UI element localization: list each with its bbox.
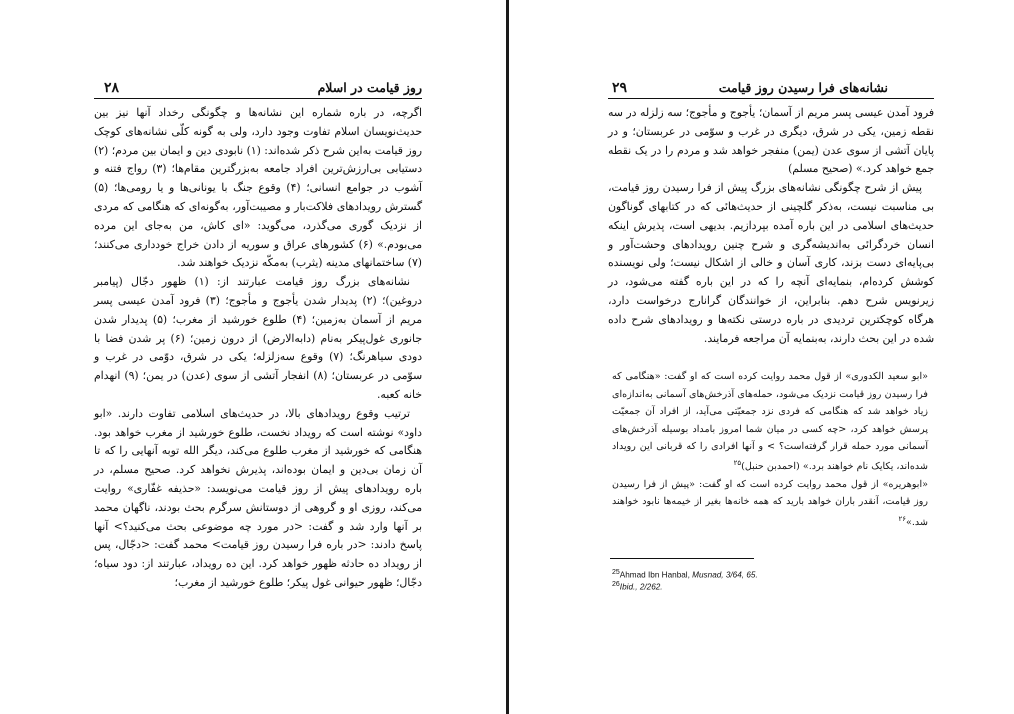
footnote-ref: ۲۶ <box>898 514 906 523</box>
page-number: ۲۸ <box>104 80 120 96</box>
footnote-ref: ۲۵ <box>733 459 742 468</box>
running-header <box>94 80 422 99</box>
book-spine <box>506 0 509 714</box>
quote-block <box>612 368 928 531</box>
footnotes <box>612 568 758 592</box>
paragraph-introduction: پیش از شرح چگونگی نشانه‌های بزرگ پیش از فرا رسیدن روز قیامت، بی مناسبت نیست، به‌ذکر گلچینی از حدیث‌هائی که در کتابهای گوناگون حدیث‌های اسلامی در این باره آمده بپردازیم. بدیهی است، پذیرش اینکه انسان خردگرائی به‌اندیشه‌گری و شرح چنین رویدادهای وحشت‌آور و بی‌پایه‌ای دست بزند، کاری آسان و خالی از اشکال نیست؛ ولی نویسنده کوشش کرده‌ام، بنمایه‌ای آنچه را که در این باره گفته می‌شود، در زیرنویس شرح دهم. بنابراین، از خوانندگان گرانارج درخواست دارد، هرگاه کوچکترین تردیدی در باره درستی نکته‌ها و رویدادهای شرح داده شده در این بحث دارند، به‌بنمایه آن مراجعه فرمایند. <box>608 181 934 345</box>
running-header <box>608 80 934 99</box>
paragraph-order-of-events: ترتیب وقوع رویدادهای بالا، در حدیث‌های اسلامی تفاوت دارند. «ابو داود» نوشته است که رویداد نخست، طلوع خورشید از مغرب خواهد بود. هنگامی که خورشید از مغرب طلوع می‌کند، دیگر الله توبه آنهایی را که تا آن زمان بی‌دین و ایمان بوده‌اند، پذیرش نخواهد کرد. صحیح مسلم، در باره رویدادهای پیش از روز قیامت می‌نویسد: «حذیفه غفّاری» روایت می‌کند، روزی او و گروهی از دوستانش سرگرم بحث بودند، ناگهان محمد بر آنها وارد شد و گفت: <در مورد چه موضوعی بحث می‌کنید؟> آنها پاسخ دادند: <در باره فرا رسیدن روز قیامت> محمد گفت: <دجّال، پس از رویداد ده حادثه ظهور خواهد کرد. این ده رویداد، عبارتند از: دود سیاه؛ دجّال؛ ظهور حیوانی غول پیکر؛ طلوع خورشید از مغرب؛ <box>94 406 422 589</box>
paragraph-major-signs: نشانه‌های بزرگ روز قیامت عبارتند از: (۱) ظهور دجّال (پیامبر دروغین)؛ (۲) پدیدار شدن یأجوج و مأجوج؛ (۳) فرود آمدن عیسی پسر مریم از آسمان به‌زمین؛ (۴) طلوع خورشید از مغرب؛ (۵) پدیدار شدن جانوری غول‌پیکر به‌نام (دابه‌الارض) از درون زمین؛ (۶) پر شدن فضا با دودی سیاهرنگ؛ (۷) وقوع سه‌زلزله؛ یکی در شرق، دوّمی در غرب و سوّمی در عربستان؛ (۸) انفجار آتشی از سوی (عدن) در یمن؛ (۹) انهدام خانه کعبه. <box>94 275 422 401</box>
header-title: روز قیامت در اسلام <box>317 80 422 95</box>
footnote: $^{25}$Ahmad Ibn Hanbal, Musnad, 3/64, 65. <box>612 569 758 580</box>
paragraph-minor-signs: اگرچه، در باره شماره این نشانه‌ها و چگونگی رخداد آنها نیز بین حدیث‌نویسان اسلام تفاوت وجود دارد، ولی به گونه کلّی نشانه‌های کوچک روز قیامت به‌این شرح ذکر شده‌اند: (۱) نابودی دین و ایمان بین مردم؛ (۲) دستیابی بی‌ارزش‌ترین افراد جامعه به‌بزرگترین مقام‌ها؛ (۳) رواج فتنه و آشوب در جوامع انسانی؛ (۴) وقوع جنگ با یونانی‌ها و یا رومی‌ها؛ (۵) گسترش رویدادهای فلاکت‌بار و مصیبت‌آور، به‌گونه‌ای که هنگامی که مردی از نزدیک گوری می‌گذرد، می‌گوید: «ای کاش، من به‌جای این مرده می‌بودم.» (۶) کشورهای عراق و سوریه از دادن خراج خودداری می‌کنند؛ (۷) ساختمانهای مدینه (یثرب) به‌مکّه نزدیک خواهند شد. <box>94 106 423 270</box>
right-page <box>608 80 934 592</box>
paragraph-continuation: فرود آمدن عیسی پسر مریم از آسمان؛ یأجوج و مأجوج؛ سه زلزله در سه نقطه زمین، یکی در شرق، دیگری در غرب و سوّمی در عربستان؛ و در پایان آتشی از سوی عدن (یمن) منفجر خواهد شد و مردم را در یک نقطه جمع خواهد کرد.» (صحیح مسلم) <box>608 106 934 176</box>
page-number: ۲۹ <box>612 80 628 96</box>
hadith-quote: «ابو سعید الکدوری» از قول محمد روایت کرده است که او گفت: «هنگامی که فرا رسیدن روز قیامت نزدیک می‌شود، حمله‌های آذرخش‌های آسمانی به‌اندازه‌ای زیاد خواهد شد که هنگامی که فردی نزد جمعیّتی می‌آید، از افراد آن جمعیّت پرسش خواهد کرد، <چه کسی در میان شما امروز بامداد بوسیله آذرخش‌های آسمانی مورد حمله قرار گرفته‌است؟ > و آنها افرادی را که قربانی این رویداد شده‌اند، یکایک نام خواهند برد.» (احمدبن حنبل)$^{۲۵}$ <box>612 371 928 473</box>
footnote-divider <box>610 558 754 559</box>
footnote: $^{26}$Ibid., 2/262. <box>612 581 663 592</box>
header-title: نشانه‌های فرا رسیدن روز قیامت <box>718 80 888 95</box>
left-page <box>94 80 422 593</box>
hadith-quote: «ابوهریره» از قول محمد روایت کرده است که او گفت: «پیش از فرا رسیدن روز قیامت، آنقدر باران خواهد بارید که همه خانه‌ها بغیر از خیمه‌ها نابود خواهند شد.»$^{۲۶}$ <box>612 478 928 528</box>
